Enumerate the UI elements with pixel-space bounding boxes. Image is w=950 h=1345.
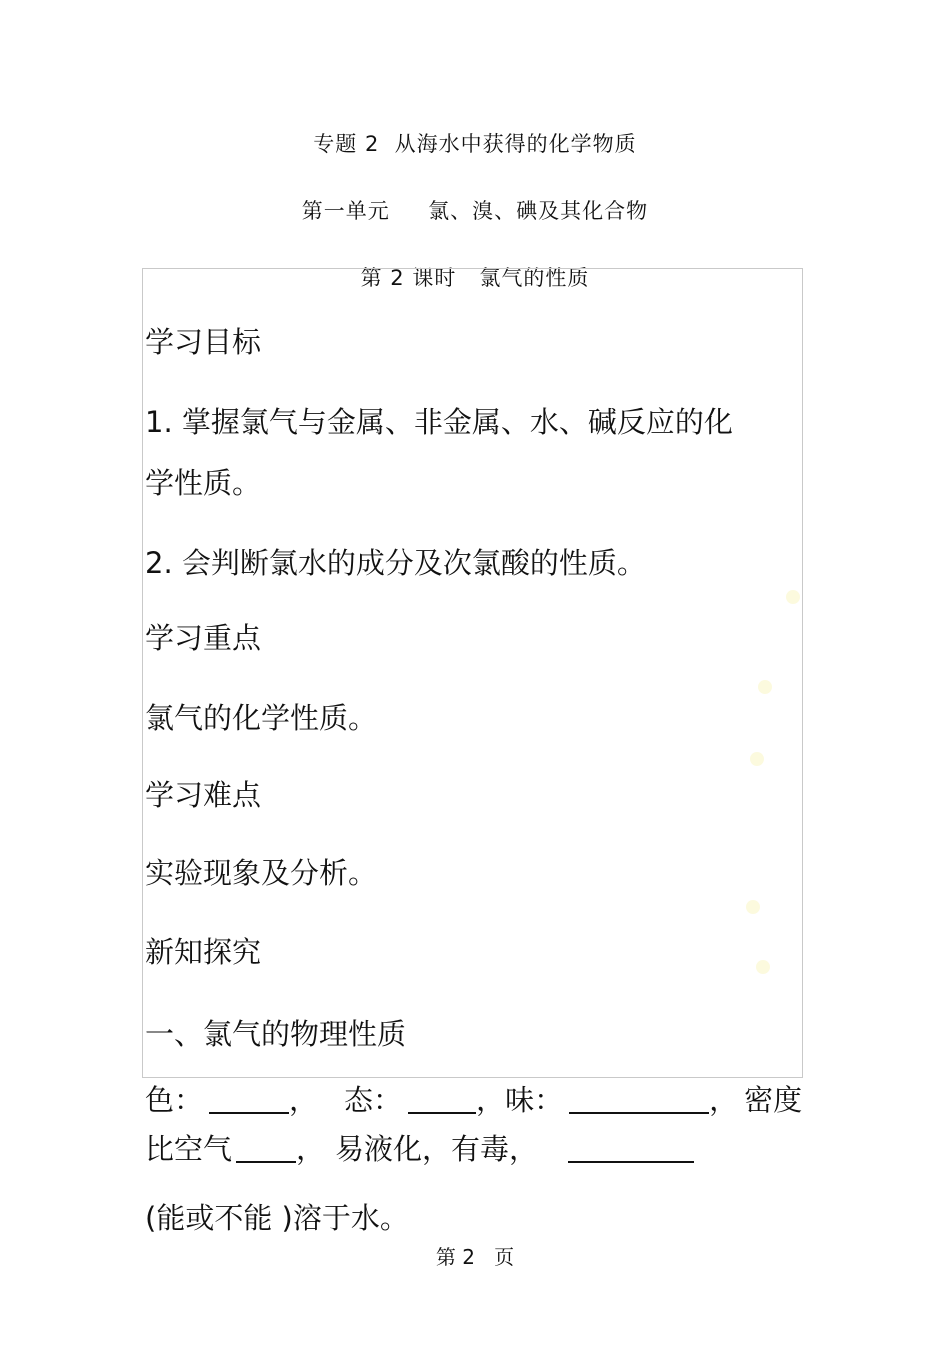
goal-1-line-2: 学性质。 <box>145 466 262 500</box>
state-blank[interactable] <box>408 1086 476 1114</box>
hard-text: 实验现象及分析。 <box>145 856 378 890</box>
color-label: 色： <box>145 1083 204 1117</box>
separator-comma: ， <box>296 1132 326 1166</box>
density-label: 密度 <box>744 1083 803 1117</box>
paper-stain <box>750 752 764 766</box>
paper-stain <box>746 900 760 914</box>
separator-comma: ， <box>289 1083 319 1117</box>
solubility-blank[interactable] <box>568 1135 694 1163</box>
separator-comma: ， <box>709 1083 739 1117</box>
paper-stain <box>756 960 770 974</box>
topic-title: 专题 2 从海水中获得的化学物质 <box>313 132 637 156</box>
liquefy-text: 易液化， <box>335 1132 452 1166</box>
smell-label: 味： <box>505 1083 564 1117</box>
solubility-text: (能或不能 )溶于水。 <box>145 1201 409 1235</box>
separator-comma: ， <box>476 1083 506 1117</box>
density-blank[interactable] <box>236 1135 296 1163</box>
lesson-title: 第 2 课时 氯气的性质 <box>360 266 590 290</box>
section-physical-properties: 一、氯气的物理性质 <box>145 1017 407 1051</box>
hard-heading: 学习难点 <box>145 778 262 812</box>
goal-2: 2. 会判断氯水的成分及次氯酸的性质。 <box>145 546 646 580</box>
goals-heading: 学习目标 <box>145 325 262 359</box>
paper-stain <box>786 590 800 604</box>
smell-blank[interactable] <box>569 1086 709 1114</box>
fill-line-1 <box>145 1078 802 1119</box>
toxic-text: 有毒， <box>451 1132 539 1166</box>
unit-title: 第一单元 氯、溴、碘及其化合物 <box>301 199 649 223</box>
key-text: 氯气的化学性质。 <box>145 701 378 735</box>
paper-stain <box>758 680 772 694</box>
fill-line-2 <box>145 1127 694 1168</box>
key-heading: 学习重点 <box>145 621 262 655</box>
goal-1-line-1: 1. 掌握氯气与金属、非金属、水、碱反应的化 <box>145 405 733 439</box>
color-blank[interactable] <box>209 1086 289 1114</box>
compare-label: 比空气 <box>145 1132 233 1166</box>
page-number: 第 2 页 <box>435 1245 515 1269</box>
explore-heading: 新知探究 <box>145 935 262 969</box>
state-label: 态： <box>344 1083 403 1117</box>
